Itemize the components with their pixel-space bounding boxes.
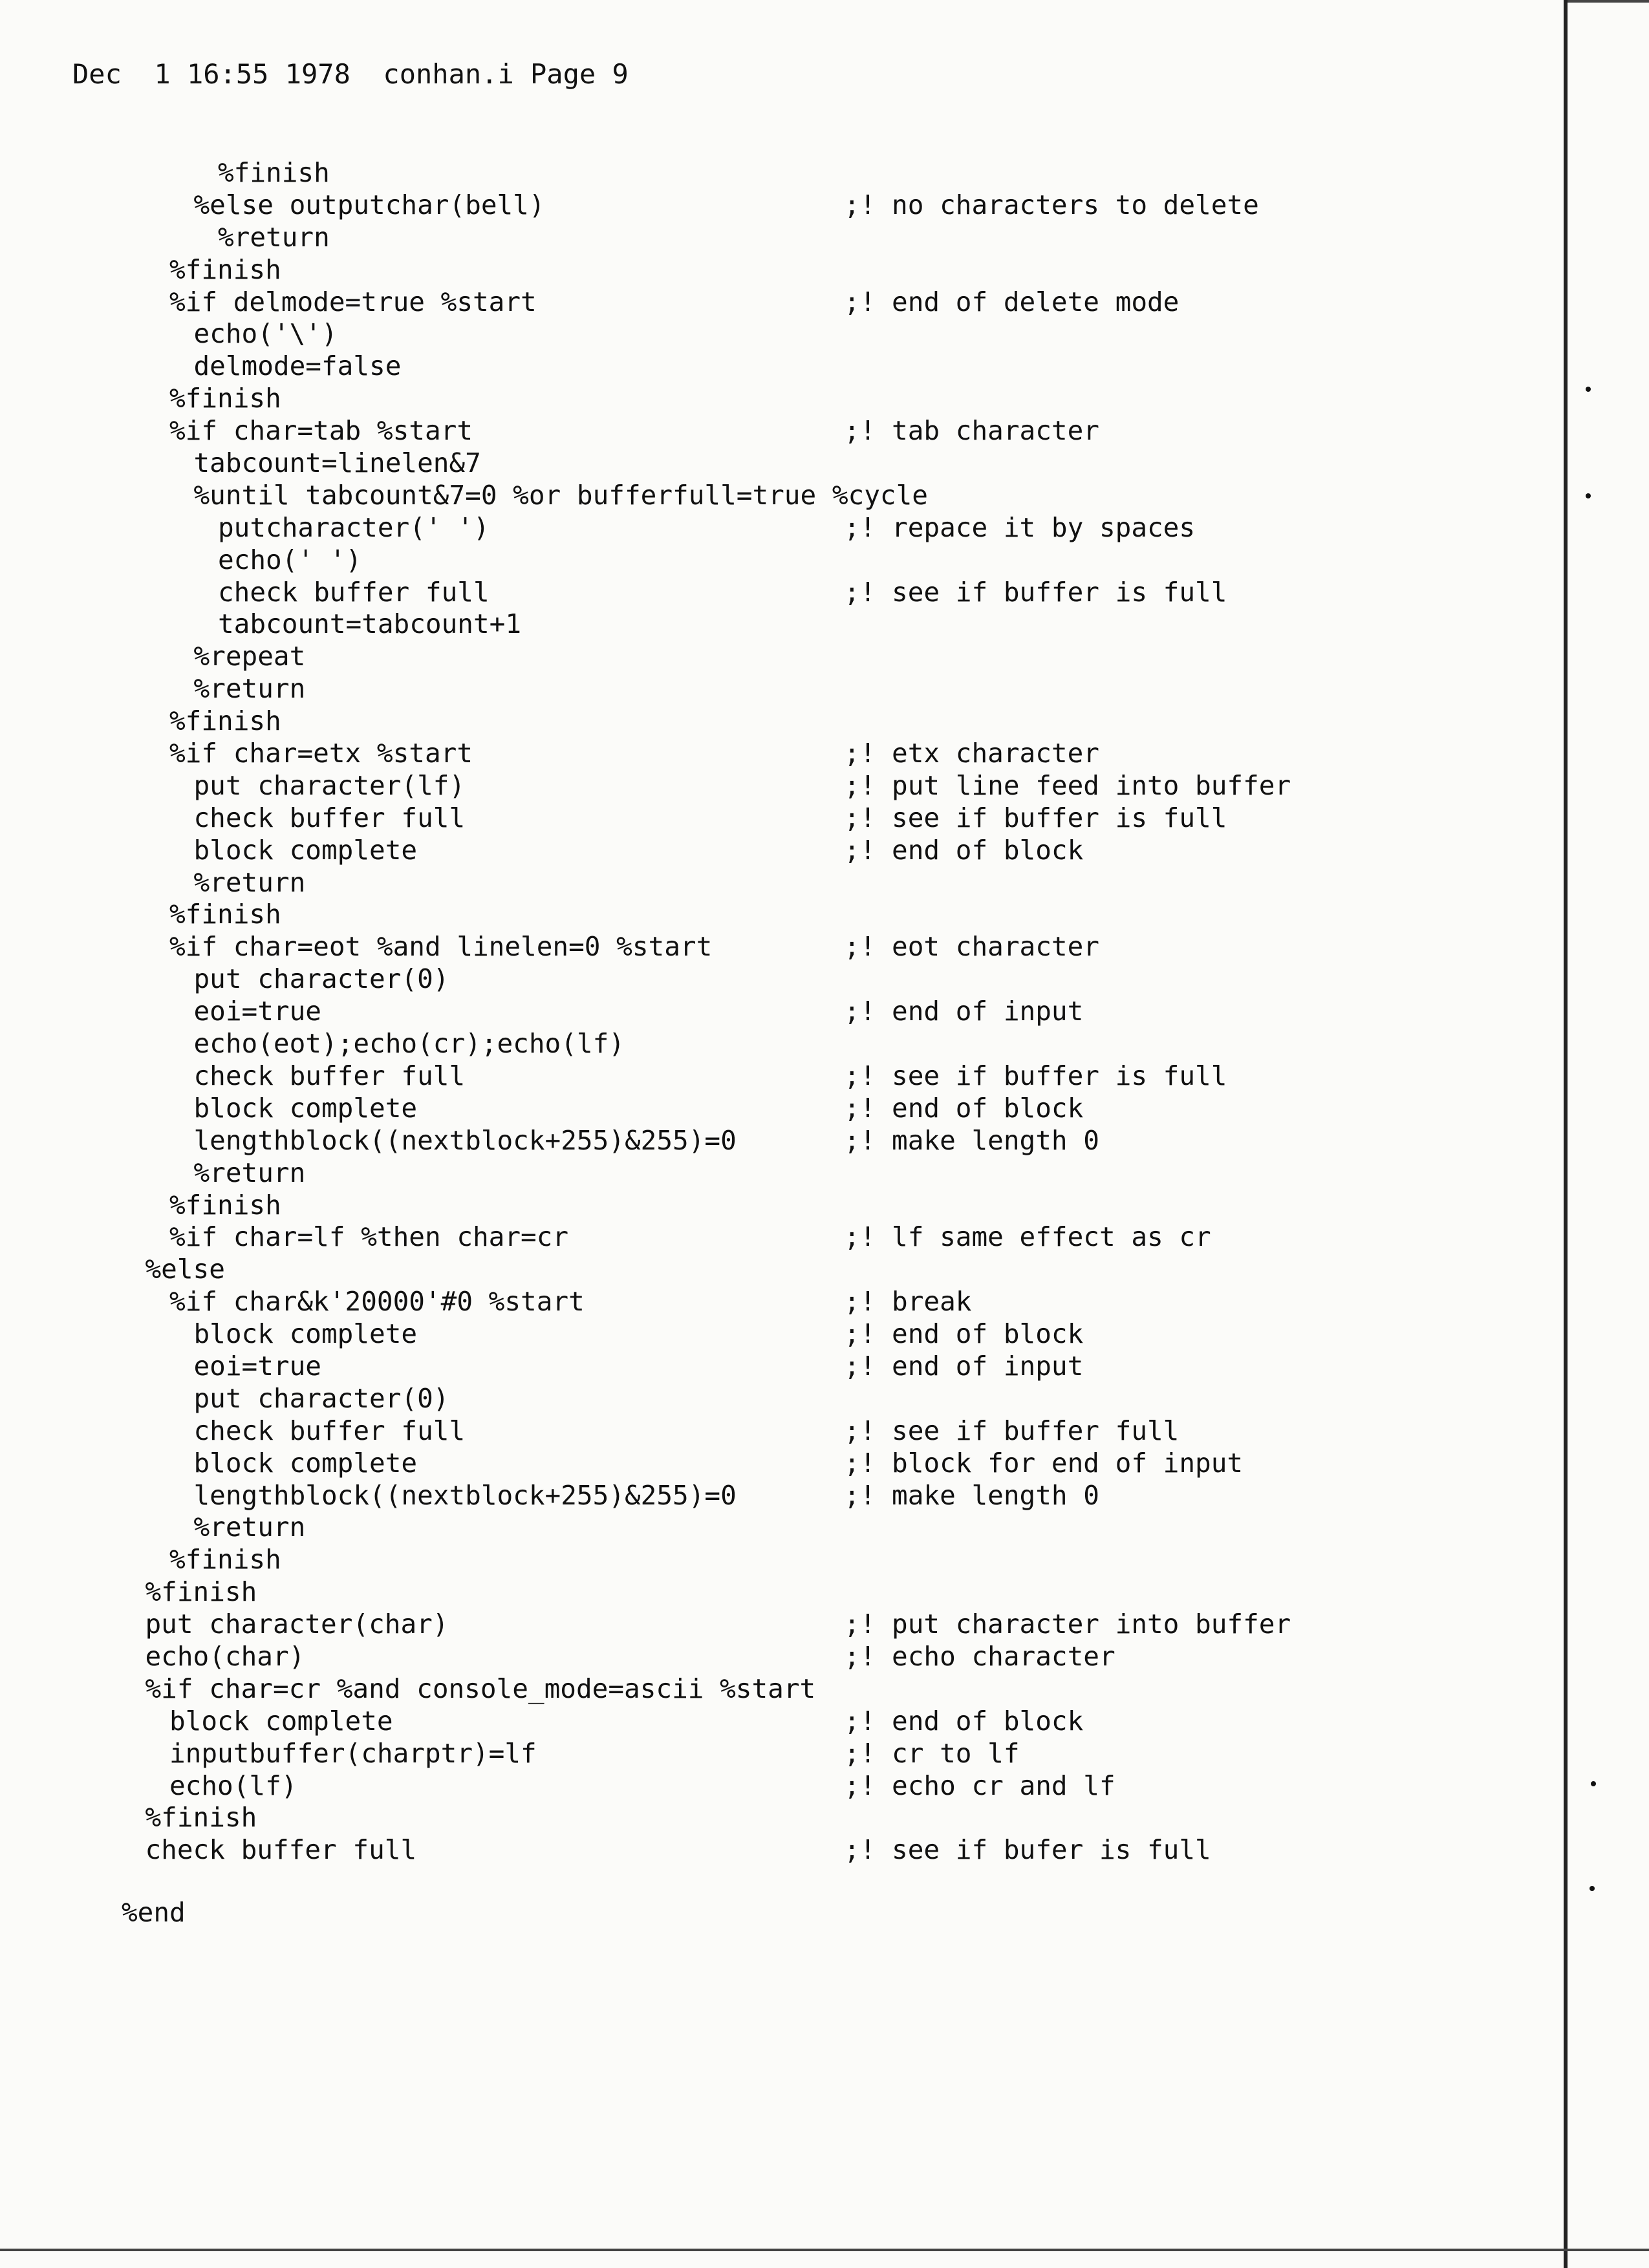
code-line — [0, 189, 1552, 222]
code-comment: ;! see if buffer is full — [844, 802, 1227, 833]
code-listing — [0, 157, 1552, 1867]
code-text: check buffer full — [193, 1415, 466, 1446]
code-text: %return — [218, 221, 330, 253]
code-text: check buffer full — [193, 802, 466, 833]
code-line — [0, 738, 1552, 770]
scan-speck — [1586, 493, 1591, 498]
code-text: lengthblock((nextblock+255)&255)=0 — [193, 1124, 737, 1156]
code-line — [0, 835, 1552, 867]
code-text: %repeat — [193, 641, 306, 672]
code-line — [0, 286, 1552, 319]
code-text: %return — [193, 1157, 306, 1188]
code-text: %finish — [145, 1576, 257, 1608]
code-comment: ;! cr to lf — [844, 1737, 1020, 1769]
code-text: echo(eot);echo(cr);echo(lf) — [193, 1028, 625, 1060]
code-line — [0, 1093, 1552, 1125]
code-line — [0, 931, 1552, 963]
code-line — [0, 1480, 1552, 1512]
code-comment: ;! repace it by spaces — [844, 511, 1196, 543]
code-line — [0, 1254, 1552, 1286]
code-line — [0, 1190, 1552, 1222]
code-line — [0, 1673, 1552, 1706]
code-comment: ;! end of delete mode — [844, 286, 1180, 317]
code-line — [0, 544, 1552, 577]
code-line — [0, 577, 1552, 609]
scan-speck — [1590, 1886, 1595, 1891]
code-line — [0, 1318, 1552, 1351]
code-text: check buffer full — [218, 576, 490, 608]
code-line — [0, 318, 1552, 350]
code-text: %finish — [169, 253, 281, 285]
code-comment: ;! end of block — [844, 1092, 1084, 1124]
code-text: %if char=tab %start — [169, 415, 473, 447]
code-text: block complete — [193, 834, 418, 866]
code-text: %if char=eot %and linelen=0 %start — [169, 931, 713, 963]
code-line — [0, 350, 1552, 383]
code-text: put character(0) — [193, 963, 449, 995]
code-text: put character(char) — [145, 1609, 449, 1640]
code-text: put character(0) — [193, 1382, 449, 1414]
code-text: %if char&k'20000'#0 %start — [169, 1286, 585, 1318]
code-text: %return — [193, 673, 306, 705]
code-line — [0, 1738, 1552, 1770]
code-line — [0, 254, 1552, 286]
code-line — [0, 673, 1552, 705]
code-text: lengthblock((nextblock+255)&255)=0 — [193, 1479, 737, 1511]
code-line — [0, 996, 1552, 1028]
code-line — [0, 705, 1552, 738]
code-comment: ;! break — [844, 1286, 972, 1318]
code-text: %if char=etx %start — [169, 738, 473, 769]
code-text: putcharacter(' ') — [218, 511, 490, 543]
code-text: %finish — [145, 1802, 257, 1834]
code-text: %return — [193, 866, 306, 898]
code-comment: ;! tab character — [844, 415, 1099, 447]
code-text: eoi=true — [193, 996, 321, 1027]
code-text: echo(char) — [145, 1640, 305, 1672]
code-line — [0, 802, 1552, 835]
code-text: %if char=lf %then char=cr — [169, 1221, 569, 1253]
code-line — [0, 867, 1552, 899]
code-line — [0, 899, 1552, 931]
code-line — [0, 1641, 1552, 1673]
end-statement: %end — [122, 1897, 186, 1928]
code-text: tabcount=tabcount+1 — [218, 608, 521, 640]
code-line — [0, 1576, 1552, 1609]
code-text: %finish — [169, 1189, 281, 1221]
code-line — [0, 1415, 1552, 1448]
code-text: tabcount=linelen&7 — [193, 447, 481, 479]
code-line — [0, 480, 1552, 512]
code-text: %until tabcount&7=0 %or bufferfull=true %cycle — [193, 479, 928, 511]
code-comment: ;! see if bufer is full — [844, 1834, 1211, 1866]
code-text: %finish — [169, 899, 281, 930]
code-text: %else — [145, 1254, 225, 1285]
code-line — [0, 1060, 1552, 1093]
code-line — [0, 1125, 1552, 1157]
page-header: Dec 1 16:55 1978 conhan.i Page 9 — [72, 58, 629, 90]
code-comment: ;! see if buffer full — [844, 1415, 1180, 1446]
code-text: block complete — [193, 1092, 418, 1124]
code-comment: ;! lf same effect as cr — [844, 1221, 1211, 1253]
code-line — [0, 1028, 1552, 1060]
code-comment: ;! echo cr and lf — [844, 1770, 1116, 1801]
code-text: check buffer full — [145, 1834, 417, 1866]
code-text: %finish — [218, 157, 330, 188]
code-text: %if char=cr %and console_mode=ascii %start — [145, 1673, 816, 1704]
code-text: block complete — [169, 1705, 393, 1737]
bottom-edge-rule — [0, 2249, 1649, 2251]
code-line — [0, 1221, 1552, 1254]
code-text: delmode=false — [193, 350, 402, 382]
code-text: echo(lf) — [169, 1770, 297, 1801]
code-comment: ;! see if buffer is full — [844, 576, 1227, 608]
code-line — [0, 1448, 1552, 1480]
code-line — [0, 1544, 1552, 1576]
code-line — [0, 641, 1552, 673]
right-margin-border — [1564, 0, 1568, 2268]
top-edge-rule — [1564, 0, 1649, 3]
code-comment: ;! see if buffer is full — [844, 1060, 1227, 1091]
code-text: %finish — [169, 705, 281, 737]
code-text: block complete — [193, 1318, 418, 1350]
code-comment: ;! echo character — [844, 1640, 1116, 1672]
code-text: echo('\') — [193, 318, 338, 350]
code-line — [0, 1609, 1552, 1641]
code-line — [0, 1834, 1552, 1867]
code-text: %if delmode=true %start — [169, 286, 537, 317]
code-comment: ;! end of input — [844, 1350, 1084, 1382]
code-comment: ;! block for end of input — [844, 1447, 1244, 1479]
code-comment: ;! eot character — [844, 931, 1099, 963]
code-text: put character(lf) — [193, 769, 466, 801]
code-comment: ;! end of block — [844, 834, 1084, 866]
code-text: %finish — [169, 1544, 281, 1576]
code-line — [0, 608, 1552, 641]
code-comment: ;! put character into buffer — [844, 1609, 1291, 1640]
code-line — [0, 1802, 1552, 1834]
code-comment: ;! end of input — [844, 996, 1084, 1027]
code-text: block complete — [193, 1447, 418, 1479]
code-line — [0, 1770, 1552, 1803]
scan-speck — [1586, 387, 1591, 392]
code-text: inputbuffer(charptr)=lf — [169, 1737, 537, 1769]
code-line — [0, 222, 1552, 254]
code-line — [0, 1157, 1552, 1190]
code-line — [0, 415, 1552, 447]
code-line — [0, 1512, 1552, 1544]
code-text: check buffer full — [193, 1060, 466, 1091]
code-line — [0, 512, 1552, 544]
code-text: %return — [193, 1512, 306, 1543]
code-comment: ;! make length 0 — [844, 1479, 1099, 1511]
code-line — [0, 157, 1552, 189]
code-line — [0, 770, 1552, 802]
code-line — [0, 1706, 1552, 1738]
code-line — [0, 963, 1552, 996]
code-comment: ;! put line feed into buffer — [844, 769, 1291, 801]
code-comment: ;! no characters to delete — [844, 189, 1259, 220]
code-line — [0, 383, 1552, 415]
code-line — [0, 1286, 1552, 1318]
code-line — [0, 1383, 1552, 1415]
code-comment: ;! end of block — [844, 1318, 1084, 1350]
code-line — [0, 1351, 1552, 1383]
code-line — [0, 447, 1552, 480]
code-text: %finish — [169, 383, 281, 414]
code-text: echo(' ') — [218, 544, 362, 575]
code-comment: ;! end of block — [844, 1705, 1084, 1737]
code-comment: ;! etx character — [844, 738, 1099, 769]
code-text: eoi=true — [193, 1350, 321, 1382]
scan-speck — [1591, 1781, 1596, 1786]
code-comment: ;! make length 0 — [844, 1124, 1099, 1156]
code-text: %else outputchar(bell) — [193, 189, 545, 220]
